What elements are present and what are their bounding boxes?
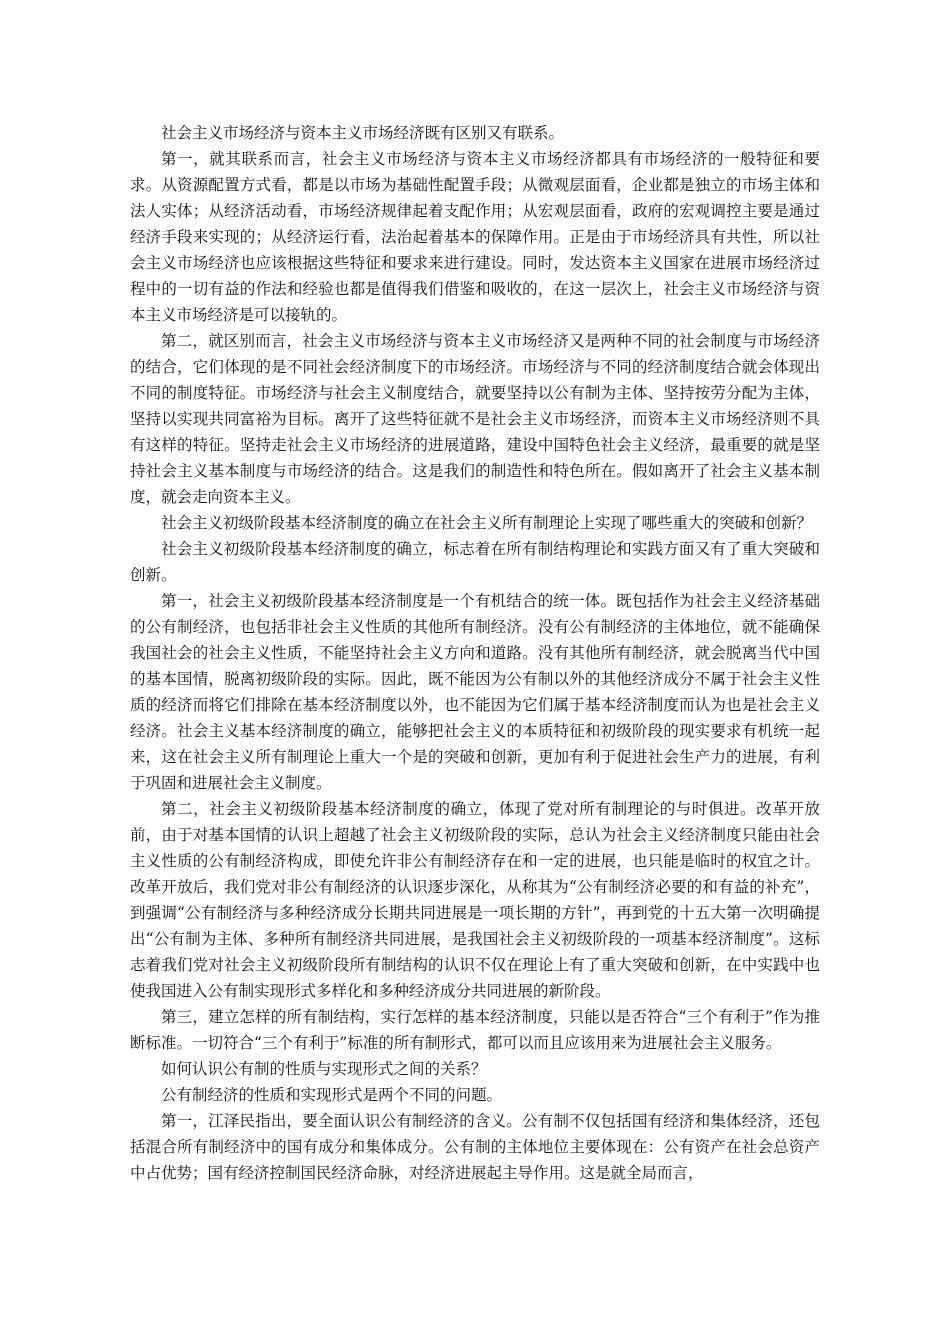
paragraph-public-ownership-first: 第一，江泽民指出，要全面认识公有制经济的含义。公有制不仅包括国有经济和集体经济，还包括混合所有制经济中的国有成分和集体成分。公有制的主体地位主要体现在：公有资产在社会总资产中占优势；国有经济控制国民经济命脉，对经济进展起主导作用。这是就全局而言， (130, 1112, 820, 1182)
paragraph-third-point: 第三，建立怎样的所有制结构，实行怎样的基本经济制度，只能以是否符合“三个有利于”作为推断标准。一切符合“三个有利于”标准的所有制形式，都可以而且应该用来为进展社会主义服务。 (130, 1008, 820, 1052)
paragraph-market-economy-intro: 社会主义市场经济与资本主义市场经济既有区别又有联系。 (161, 124, 565, 142)
paragraph-connection: 第一，就其联系而言，社会主义市场经济与资本主义市场经济都具有市场经济的一般特征和要求。从资源配置方式看，都是以市场为基础性配置手段；从微观层面看，企业都是独立的市场主体和法人实体；从经济活动看，市场经济规律起着支配作用；从宏观层面看，政府的宏观调控主要是通过经济手段来实现的；从经济运行看，法治起着基本的保障作用。正是由于市场经济具有共性，所以社会主义市场经济也应该根据这些特征和要求来进行建设。同时，发达资本主义国家在进展市场经济过程中的一切有益的作法和经验也都是值得我们借鉴和吸收的，在这一层次上，社会主义市场经济与资本主义市场经济是可以接轨的。 (130, 150, 820, 324)
paragraph-basic-system-breakthrough: 社会主义初级阶段基本经济制度的确立，标志着在所有制结构理论和实践方面又有了重大突破和创新。 (130, 540, 820, 584)
paragraph-second-point: 第二，社会主义初级阶段基本经济制度的确立，体现了党对所有制理论的与时俱进。改革开放前，由于对基本国情的认识上超越了社会主义初级阶段的实际，总认为社会主义经济制度只能由社会主义性质的公有制经济构成，即使允许非公有制经济存在和一定的进展，也只能是临时的权宜之计。改革开放后，我们党对非公有制经济的认识逐步深化，从称其为“公有制经济必要的和有益的补充”，到强调“公有制经济与多种经济成分长期共同进展是一项长期的方针”，再到党的十五大第一次明确提出“公有制为主体、多种所有制经济共同进展，是我国社会主义初级阶段的一项基本经济制度”。这标志着我们党对社会主义初级阶段所有制结构的认识不仅在理论上有了重大突破和创新，在中实践中也使我国进入公有制实现形式多样化和多种经济成分共同进展的新阶段。 (130, 800, 820, 1000)
paragraph-first-point: 第一，社会主义初级阶段基本经济制度是一个有机结合的统一体。既包括作为社会主义经济基础的公有制经济，也包括非社会主义性质的其他所有制经济。没有公有制经济的主体地位，就不能确保我国社会的社会主义性质，不能坚持社会主义方向和道路。没有其他所有制经济，就会脱离当代中国的基本国情，脱离初级阶段的实际。因此，既不能因为公有制以外的其他经济成分不属于社会主义性质的经济而将它们排除在基本经济制度以外，也不能因为它们属于基本经济制度而认为也是社会主义经济。社会主义基本经济制度的确立，能够把社会主义的本质特征和初级阶段的现实要求有机统一起来，这在社会主义所有制理论上重大一个是的突破和创新，更加有利于促进社会生产力的进展，有利于巩固和进展社会主义制度。 (130, 592, 820, 792)
question-public-ownership: 如何认识公有制的性质与实现形式之间的关系？ (161, 1060, 487, 1078)
paragraph-difference: 第二，就区别而言，社会主义市场经济与资本主义市场经济又是两种不同的社会制度与市场经济的结合，它们体现的是不同社会经济制度下的市场经济。市场经济与不同的经济制度结合就会体现出不同的制度特征。市场经济与社会主义制度结合，就要坚持以公有制为主体、坚持按劳分配为主体，坚持以实现共同富裕为目标。离开了这些特征就不是社会主义市场经济，而资本主义市场经济则不具有这样的特征。坚持走社会主义市场经济的进展道路，建设中国特色社会主义经济，最重要的就是坚持社会主义基本制度与市场经济的结合。这是我们的制造性和特色所在。假如离开了社会主义基本制度，就会走向资本主义。 (130, 332, 820, 506)
question-basic-economic-system: 社会主义初级阶段基本经济制度的确立在社会主义所有制理论上实现了哪些重大的突破和创新？ (161, 514, 813, 532)
paragraph-public-ownership-nature: 公有制经济的性质和实现形式是两个不同的问题。 (161, 1086, 503, 1104)
